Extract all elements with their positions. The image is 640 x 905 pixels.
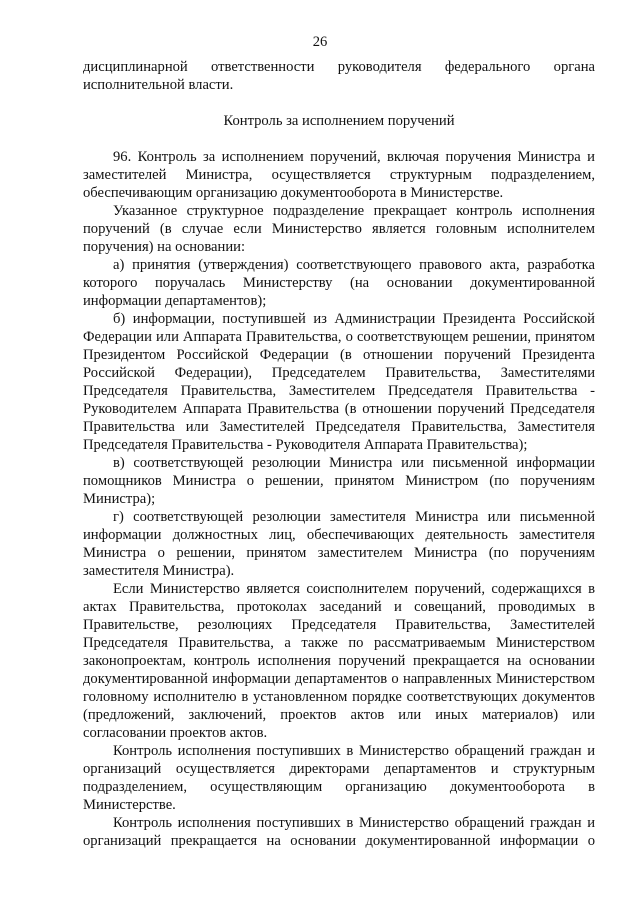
paragraph-item-v: в) соответствующей резолюции Министра или письменной информации помощников Министра о решении, принятом Министром (по поручениям Министра);	[83, 455, 595, 507]
paragraph-item-g: г) соответствующей резолюции заместителя Министра или письменной информации должностных лиц, обеспечивающих деятельность заместителя Министра о решении, принятом заместителем Министра (по поручениям заместителя Министра).	[83, 509, 595, 579]
paragraph-appeals-control: Контроль исполнения поступивших в Министерство обращений граждан и организаций осуществляется директорами департаментов и структурным подразделением, осуществляющим организацию документооборота в Министерстве.	[83, 743, 595, 813]
paragraph-item-a: а) принятия (утверждения) соответствующего правового акта, разработка которого поручалась Министерству (на основании документированной информации департаментов);	[83, 257, 595, 309]
paragraph-coexecutor: Если Министерство является соисполнителем поручений, содержащихся в актах Правительства, протоколах заседаний и совещаний, проводимых в Правительстве, резолюциях Председателя Правительства, Заместителей Председателя Правительства, а также по рассматриваемым Министерством законопроектам, контроль исполнения поручений прекращается на основании документированной информации департаментов о направленных Министерством головному исполнителю в установленном порядке соответствующих документов (предложений, заключений, проектов актов или иных материалов) или согласовании проектов актов.	[83, 581, 595, 741]
paragraph-appeals-termination: Контроль исполнения поступивших в Министерство обращений граждан и организаций прекращается на основании документированной информации о	[83, 815, 595, 849]
paragraph-item-b: б) информации, поступившей из Администрации Президента Российской Федерации или Аппарата Правительства, о соответствующем решении, принятом Президентом Российской Федерации (в отношении поручений Президента Российской Федерации), Председателем Правительства, Заместителями Председателя Правительства, Заместителем Председателя Правительства - Руководителем Аппарата Правительства (в отношении поручений Председателя Правительства или Заместителей Председателя Правительства, Заместителя Председателя Правительства - Руководителя Аппарата Правительства);	[83, 311, 595, 453]
lead-paragraph: дисциплинарной ответственности руководителя федерального органа исполнительной власти.	[83, 59, 595, 93]
paragraph-control-basis: Указанное структурное подразделение прекращает контроль исполнения поручений (в случае если Министерство является головным исполнителем поручения) на основании:	[83, 203, 595, 255]
section-heading: Контроль за исполнением поручений	[223, 113, 455, 129]
section-content	[83, 148, 595, 850]
page-number: 26	[312, 34, 328, 50]
paragraph-96: 96. Контроль за исполнением поручений, включая поручения Министра и заместителей Министра, осуществляется структурным подразделением, обеспечивающим организацию документооборота в Министерстве.	[83, 149, 595, 201]
document-body	[83, 58, 595, 850]
